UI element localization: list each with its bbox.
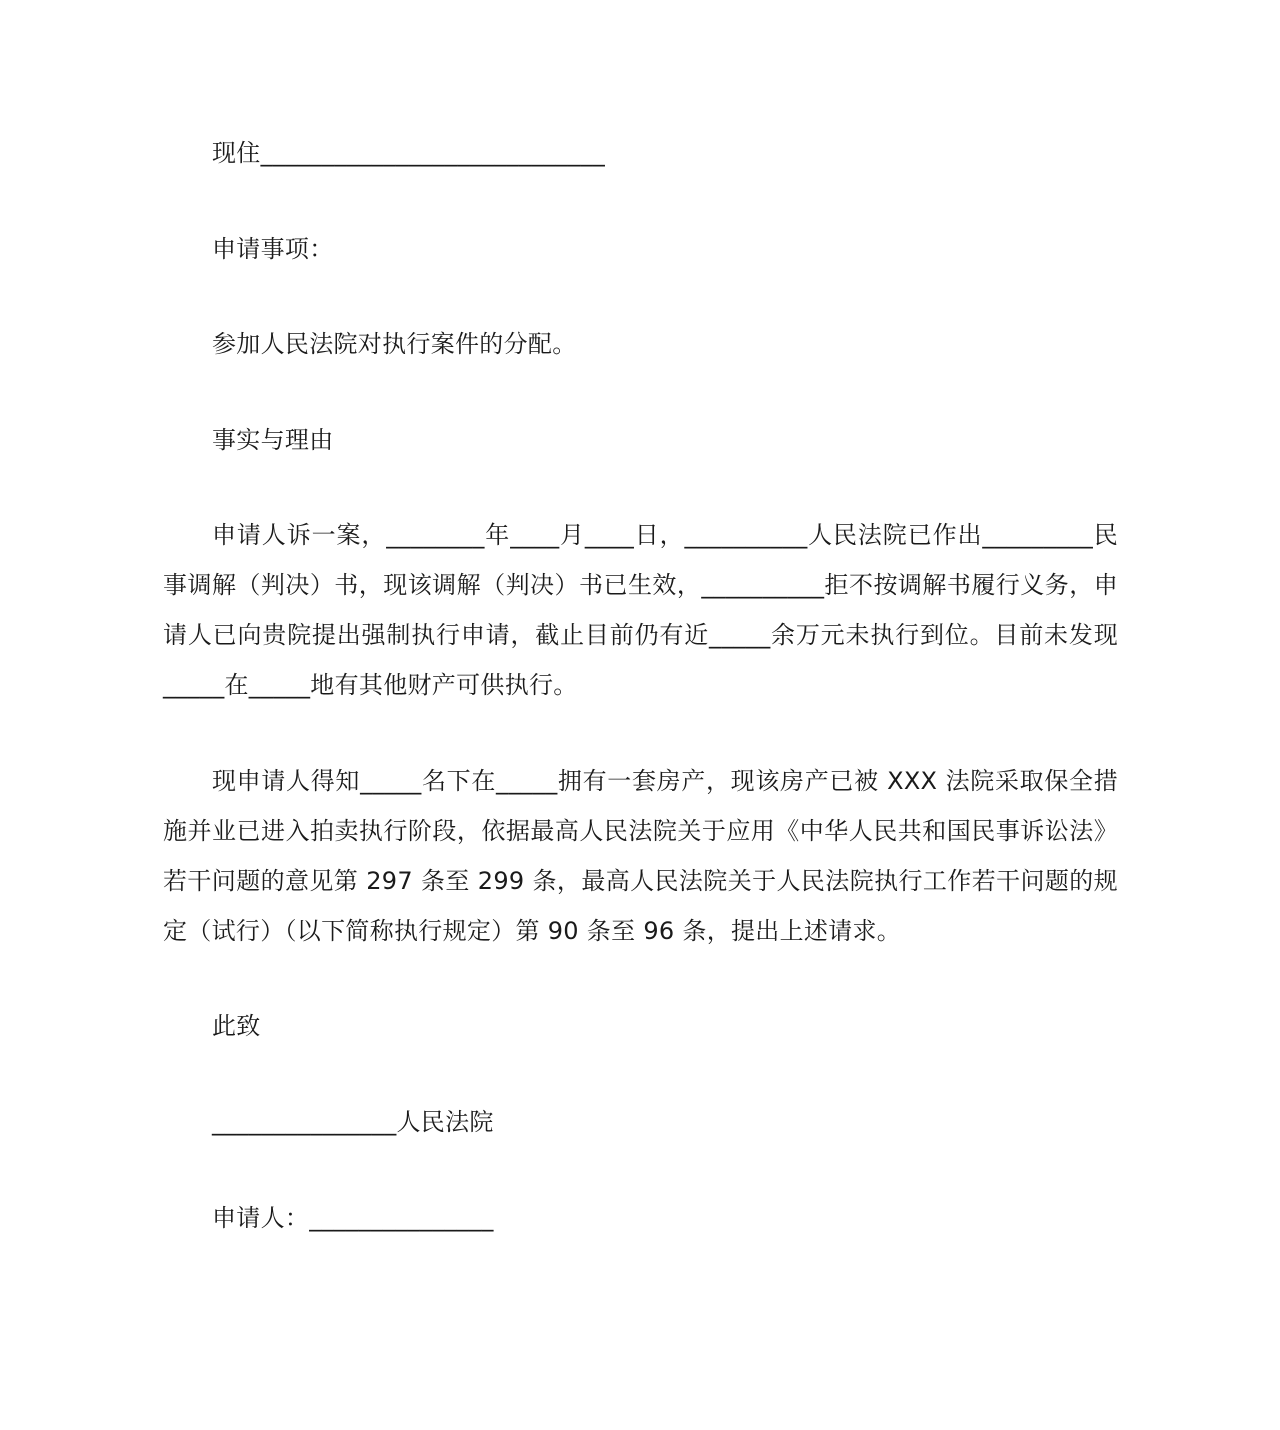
court-line: _______________人民法院 xyxy=(212,1108,494,1136)
facts-heading: 事实与理由 xyxy=(212,426,334,454)
facts-paragraph-2 xyxy=(163,756,1118,956)
application-item: 参加人民法院对执行案件的分配。 xyxy=(212,330,577,358)
application-items-heading: 申请事项： xyxy=(212,235,334,263)
facts-paragraph-1 xyxy=(163,510,1118,710)
facts-paragraph-1-text: 申请人诉一案，________年____月____日，__________人民法院已作出_________民事调解（判决）书，现该调解（判决）书已生效，__________拒不按调解书履行义务，申请人已向贵院提出强制执行申请，截止目前仍有近_____余万元未执行到位。目前未发现_____在_____地有其他财产可供执行。 xyxy=(163,521,1118,699)
facts-paragraph-2-text: 现申请人得知_____名下在_____拥有一套房产，现该房产已被 XXX 法院采取保全措施并业已进入拍卖执行阶段，依据最高人民法院关于应用《中华人民共和国民事诉讼法》若干问题的意见第 297 条至 299 条，最高人民法院关于人民法院执行工作若干问题的规定（试行）（以下简称执行规定）第 90 条至 96 条，提出上述请求。 xyxy=(163,767,1118,945)
applicant-line: 申请人：_______________ xyxy=(212,1204,494,1232)
salutation: 此致 xyxy=(212,1012,261,1040)
residence-line: 现住____________________________ xyxy=(212,139,605,167)
